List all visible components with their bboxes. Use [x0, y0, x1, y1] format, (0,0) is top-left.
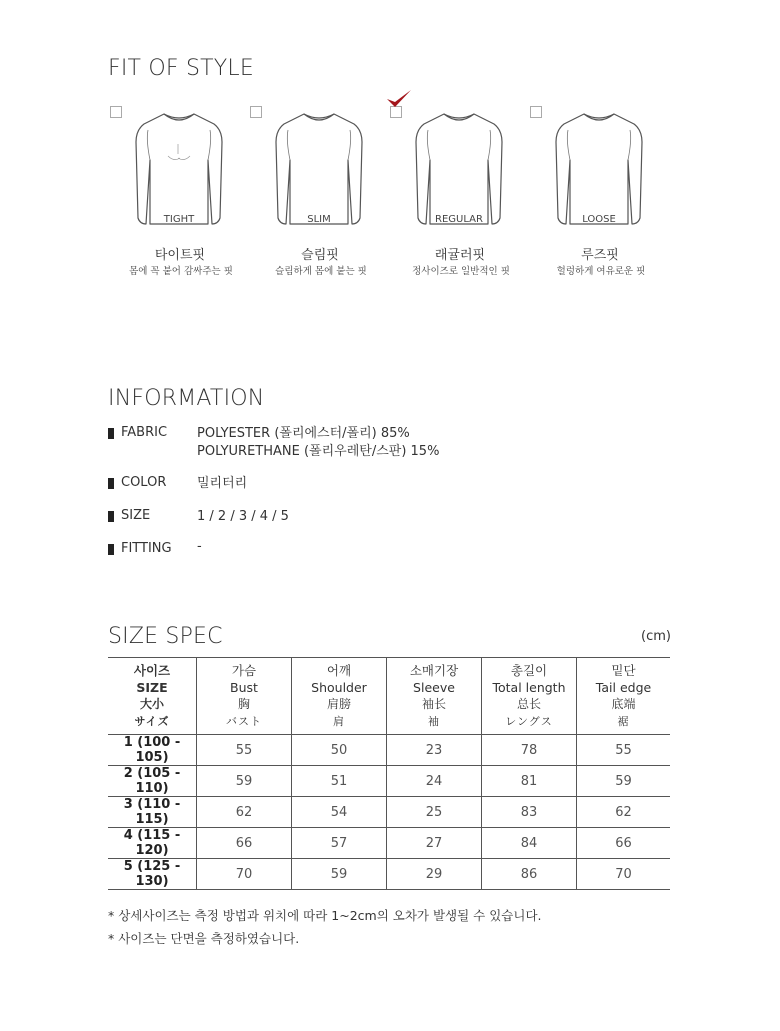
fit-checkbox[interactable] [250, 106, 262, 118]
header-kr: 가슴 [231, 663, 257, 678]
header-bust [197, 658, 292, 735]
fit-desc: 몸에 꼭 붙어 감싸주는 핏 [129, 266, 233, 277]
fit-section-title: FIT OF STYLE [108, 56, 254, 81]
header-cn: 大小 [139, 697, 164, 711]
header-sleeve [387, 658, 482, 735]
cell-tail: 66 [577, 828, 671, 859]
fit-name: 래귤러핏 [434, 248, 486, 263]
fit-desc: 정사이즈로 일반적인 핏 [412, 266, 510, 277]
header-kr: 사이즈 [133, 663, 171, 678]
header-shoulder [292, 658, 387, 735]
cell-size: 2 (105 - 110) [108, 766, 197, 797]
table-header-row [108, 658, 670, 735]
size-spec-section-title: SIZE SPEC [108, 624, 223, 649]
cell-bust: 59 [197, 766, 292, 797]
shirt-tight-icon [134, 110, 224, 230]
fit-name: 슬림핏 [301, 248, 339, 263]
information-section-title: INFORMATION [108, 386, 265, 411]
fit-option-tight [110, 96, 250, 286]
header-cn: 肩膀 [326, 697, 351, 711]
table-row [108, 859, 670, 890]
fit-label: TIGHT [163, 214, 195, 225]
note-measurement: * 상세사이즈는 측정 방법과 위치에 따라 1~2cm의 오차가 발생될 수 있습니다. [108, 908, 542, 923]
cell-total: 83 [482, 797, 577, 828]
header-kr: 총길이 [510, 663, 548, 678]
header-cn: 袖长 [421, 697, 446, 711]
fabric-line2: POLYURETHANE (폴리우레탄/스판) 15% [197, 444, 440, 459]
table-row [108, 828, 670, 859]
fit-label: SLIM [307, 214, 331, 225]
header-jp: レングス [505, 715, 553, 728]
cell-total: 84 [482, 828, 577, 859]
fit-checkbox[interactable] [110, 106, 122, 118]
header-en: SIZE [136, 680, 168, 695]
cell-total: 78 [482, 735, 577, 766]
bullet-icon [108, 511, 114, 522]
shirt-regular-icon [414, 110, 504, 230]
header-cn: 底端 [611, 697, 636, 711]
cell-bust: 62 [197, 797, 292, 828]
size-value: 1 / 2 / 3 / 4 / 5 [197, 509, 289, 524]
table-row [108, 735, 670, 766]
cell-tail: 55 [577, 735, 671, 766]
note-cross-section: * 사이즈는 단면을 측정하였습니다. [108, 931, 300, 946]
cell-total: 81 [482, 766, 577, 797]
header-kr: 소매기장 [409, 663, 459, 678]
fitting-label: FITTING [121, 541, 172, 556]
table-row [108, 797, 670, 828]
bullet-icon [108, 428, 114, 439]
header-en: Tail edge [595, 680, 652, 695]
bullet-icon [108, 544, 114, 555]
cell-size: 3 (110 - 115) [108, 797, 197, 828]
header-jp: バスト [226, 715, 262, 728]
cell-bust: 66 [197, 828, 292, 859]
shirt-slim-icon [274, 110, 364, 230]
header-en: Sleeve [413, 680, 455, 695]
fit-desc: 헐렁하게 여유로운 핏 [556, 266, 646, 277]
unit-label: (cm) [641, 629, 671, 644]
cell-shoulder: 51 [292, 766, 387, 797]
fabric-value [197, 425, 439, 461]
cell-tail: 59 [577, 766, 671, 797]
cell-tail: 70 [577, 859, 671, 890]
fit-option-loose [530, 96, 670, 286]
cell-shoulder: 54 [292, 797, 387, 828]
bullet-icon [108, 478, 114, 489]
size-spec-table [108, 657, 670, 890]
cell-shoulder: 57 [292, 828, 387, 859]
cell-shoulder: 59 [292, 859, 387, 890]
color-label: COLOR [121, 475, 167, 490]
header-en: Shoulder [311, 680, 367, 695]
fit-desc: 슬림하게 몸에 붙는 핏 [275, 266, 367, 277]
cell-bust: 70 [197, 859, 292, 890]
color-value: 밀리터리 [197, 476, 248, 491]
header-size [108, 658, 197, 735]
header-total-length [482, 658, 577, 735]
header-jp: サイズ [134, 715, 170, 728]
cell-bust: 55 [197, 735, 292, 766]
header-tail-edge [577, 658, 671, 735]
cell-shoulder: 50 [292, 735, 387, 766]
header-jp: 袖 [428, 715, 440, 728]
size-label: SIZE [121, 508, 151, 523]
header-jp: 裾 [617, 715, 630, 728]
fit-name: 타이트핏 [154, 248, 206, 263]
cell-size: 5 (125 - 130) [108, 859, 197, 890]
header-en: Bust [230, 680, 258, 695]
shirt-loose-icon [554, 110, 644, 230]
cell-sleeve: 25 [387, 797, 482, 828]
header-kr: 어깨 [326, 663, 352, 678]
cell-total: 86 [482, 859, 577, 890]
header-cn: 胸 [237, 697, 250, 711]
fit-checkbox[interactable] [530, 106, 542, 118]
fit-option-slim [250, 96, 390, 286]
fit-name: 루즈핏 [581, 248, 619, 263]
checkmark-icon [385, 88, 413, 112]
fit-label: LOOSE [582, 214, 616, 225]
fit-option-regular [390, 96, 530, 286]
cell-tail: 62 [577, 797, 671, 828]
cell-sleeve: 23 [387, 735, 482, 766]
fabric-line1: POLYESTER (폴리에스터/폴리) 85% [197, 426, 410, 441]
cell-size: 4 (115 - 120) [108, 828, 197, 859]
table-row [108, 766, 670, 797]
cell-sleeve: 27 [387, 828, 482, 859]
fabric-label: FABRIC [121, 425, 168, 440]
header-jp: 肩 [333, 715, 345, 728]
fitting-value: - [197, 539, 202, 554]
header-cn: 总长 [516, 697, 541, 711]
header-kr: 밑단 [611, 663, 636, 678]
cell-size: 1 (100 - 105) [108, 735, 197, 766]
header-en: Total length [492, 680, 566, 695]
cell-sleeve: 29 [387, 859, 482, 890]
fit-label: REGULAR [435, 214, 483, 225]
cell-sleeve: 24 [387, 766, 482, 797]
